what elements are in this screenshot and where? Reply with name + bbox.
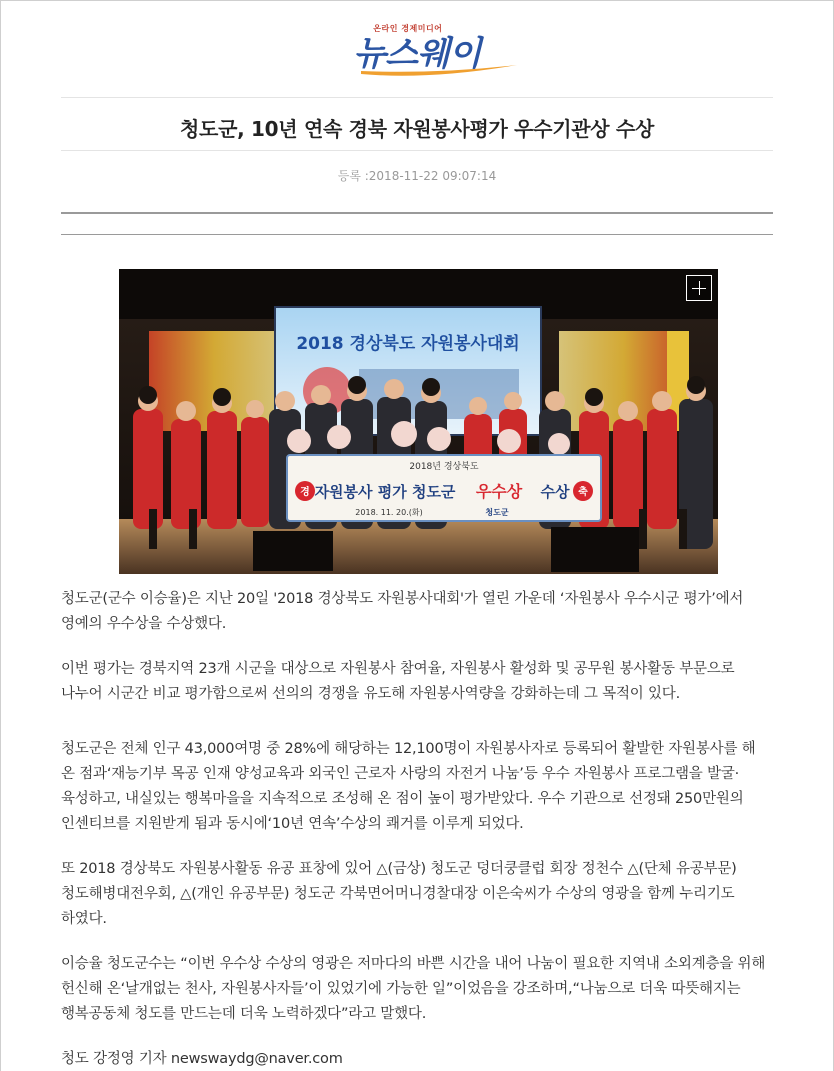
expand-photo-button[interactable] — [686, 275, 712, 301]
article-date: 등록 :2018-11-22 09:07:14 — [337, 169, 497, 183]
article-paragraph: 청도군(군수 이승율)은 지난 20일 '2018 경상북도 자원봉사대회'가 열린 가운데 ‘자원봉사 우수시군 평가’에서 영예의 우수상을 수상했다. — [61, 591, 744, 632]
award-banner — [287, 455, 601, 521]
logo-tagline: 온라인 경제미디어 — [373, 24, 443, 33]
banner-org: 청도군 — [485, 508, 509, 517]
article-paragraph: 이승율 청도군수는 “이번 우수상 수상의 영광은 저마다의 바쁜 시간을 내어 나눔이 필요한 지역내 소외계층을 위해 헌신해 온‘날개없는 천사, 자원봉사자들’이 있었기에 가능한 일”이었음을 강조하며,“나눔으로 더욱 따뜻해지는 행복공동체 청도를 만드는데 더욱 노력하겠다”라고 말했다. — [61, 956, 766, 1022]
article-paragraph: 청도군은 전체 인구 43,000여명 중 28%에 해당하는 12,100명이 자원봉사자로 등록되어 활발한 자원봉사를 해 온 점과‘재능기부 목공 인재 양성교육과 외국인 근로자 사랑의 자전거 나눔’등 우수 자원봉사 프로그램을 발굴·육성하고, 내실있는 행복마을을 지속적으로 조성해 온 점이 높이 평가받았다. 우수 기관으로 선정돼 250만원의 인센티브를 지원받게 됨과 동시에‘10년 연속’수상의 쾌거를 이루게 되었다. — [61, 741, 756, 832]
logo-text: 뉴스웨이 — [353, 34, 481, 74]
banner-date: 2018. 11. 20.(화) — [355, 508, 423, 517]
banner-award: 우수상 — [475, 482, 523, 501]
article-paragraph: 이번 평가는 경북지역 23개 시군을 대상으로 자원봉사 참여율, 자원봉사 활성화 및 공무원 봉사활동 부문으로 나누어 시군간 비교 평가함으로써 선의의 경쟁을 유도해 자원봉사역량을 강화하는데 그 목적이 있다. — [61, 661, 735, 702]
banner-line1: 2018년 경상북도 — [409, 462, 479, 472]
article-paragraph: 또 2018 경상북도 자원봉사활동 유공 표창에 있어 △(금상) 청도군 덩더쿵클럽 회장 정천수 △(단체 유공부문) 청도해병대전우회, △(개인 유공부문) 청도군 각북면어머니경찰대장 이은숙씨가 수상의 영광을 함께 누리기도 하였다. — [61, 861, 737, 927]
divider — [61, 150, 773, 151]
article-title: 청도군, 10년 연속 경북 자원봉사평가 우수기관상 수상 — [180, 117, 654, 141]
site-logo[interactable] — [1, 23, 833, 74]
banner-badge-left: 경 — [300, 487, 310, 498]
banner-main: 자원봉사 평가 청도군 — [314, 483, 456, 501]
divider — [61, 212, 773, 214]
article-body — [61, 587, 773, 1071]
banner-suffix: 수상 — [540, 483, 570, 501]
banner-badge-right: 축 — [578, 487, 588, 498]
award-ceremony-photo — [119, 269, 718, 574]
divider — [61, 234, 773, 235]
article-photo[interactable] — [119, 269, 718, 574]
backdrop-title: 2018 경상북도 자원봉사대회 — [296, 334, 520, 354]
reporter-byline: 청도 강정영 기자 newswaydg@naver.com — [61, 1051, 343, 1067]
logo-swoosh-icon — [359, 64, 519, 78]
divider — [61, 97, 773, 98]
